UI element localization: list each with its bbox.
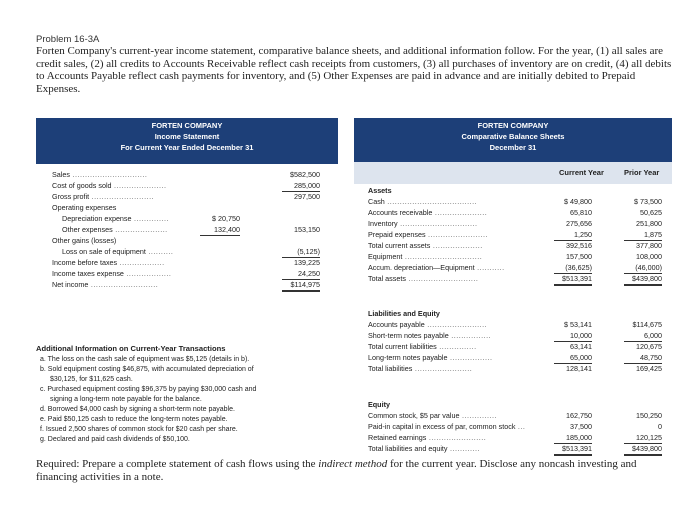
is-val-other-exp: 132,400 [200, 225, 240, 236]
balance-column-headers [354, 162, 672, 184]
liabilities-prior-value: 120,675 [636, 342, 662, 351]
additional-info-title: Additional Information on Current-Year Transactions [36, 344, 226, 353]
income-company: FORTEN COMPANY [151, 121, 223, 130]
income-period: For Current Year Ended December 31 [120, 143, 254, 152]
is-val-total-opex: 153,150 [294, 225, 320, 234]
additional-item-e: e. Paid $50,125 cash to reduce the long-term notes payable. [40, 416, 228, 423]
assets-current-value: $ 49,800 [564, 197, 592, 206]
is-val-sales: $582,500 [290, 170, 320, 179]
additional-item-f: f. Issued 2,500 shares of common stock for $20 cash per share. [40, 426, 238, 433]
balance-title: Comparative Balance Sheets [461, 132, 565, 141]
equity-prior-value: 0 [658, 422, 662, 431]
additional-item-c-line1: c. Purchased equipment costing $96,375 by paying $30,000 cash and [40, 386, 257, 393]
equity-row-label: Total liabilities and equity ............ [368, 444, 480, 453]
assets-prior-value: 251,800 [636, 219, 662, 228]
assets-prior-value: 108,000 [636, 252, 662, 261]
assets-prior-value: $ 73,500 [634, 197, 662, 206]
problem-intro: Forten Company's current-year income statement, comparative balance sheets, and additional information follow. For the year, (1) all sales are credit sales, (2) all credits to Accounts Receivable reflect cash receipts from customers, (3) all purchases of inventory are on credit, (4) all debits to Accounts Payable reflect cash payments for inventory, and (5) Other Expenses are paid in advance and are initially debited to Prepaid Expenses. [36, 45, 672, 95]
assets-row-label: Accum. depreciation—Equipment ........... [368, 263, 505, 272]
assets-current-value: 157,500 [566, 252, 592, 261]
equity-prior-value: $439,800 [624, 444, 662, 456]
required-text-after: for the current year. Disclose any noncash investing and financing activities in a note. [36, 458, 637, 483]
liabilities-row-label: Total current liabilities ............... [368, 342, 477, 351]
is-val-cogs: 285,000 [282, 181, 320, 192]
equity-row-label: Paid-in capital in excess of par, common stock ... [368, 422, 526, 431]
assets-row-label: Prepaid expenses ........................ [368, 230, 488, 239]
is-row-other-exp: Other expenses ..................... [62, 225, 168, 234]
is-row-sales: Sales .............................. [52, 170, 148, 179]
liabilities-row-label: Total liabilities ....................... [368, 364, 473, 373]
assets-row-label: Equipment ............................... [368, 252, 483, 261]
assets-row-label: Total assets ............................ [368, 274, 479, 283]
liabilities-prior-value: 6,000 [624, 331, 662, 342]
is-row-ibt: Income before taxes .................. [52, 258, 165, 267]
is-row-net: Net income ........................... [52, 280, 159, 289]
equity-current-value: $513,391 [554, 444, 592, 456]
assets-current-value: 1,250 [554, 230, 592, 241]
is-val-net: $114,975 [282, 280, 320, 292]
income-title: Income Statement [154, 132, 220, 141]
liabilities-current-value: 63,141 [570, 342, 592, 351]
required-method: indirect method [318, 458, 388, 470]
liabilities-current-value: 128,141 [566, 364, 592, 373]
equity-current-value: 162,750 [566, 411, 592, 420]
income-statement-header [36, 118, 338, 164]
assets-current-value: 65,810 [570, 208, 592, 217]
equity-prior-value: 120,125 [624, 433, 662, 444]
assets-prior-value: $439,800 [624, 274, 662, 286]
liabilities-prior-value: 48,750 [624, 353, 662, 364]
additional-item-b-line2: $30,125, for $11,625 cash. [50, 376, 133, 383]
assets-heading: Assets [368, 186, 392, 195]
is-row-gross: Gross profit ......................... [52, 192, 155, 201]
required-text-before: Prepare a complete statement of cash flows using the [82, 458, 316, 470]
assets-current-value: (36,625) [554, 263, 592, 274]
assets-prior-value: (46,000) [624, 263, 662, 274]
assets-current-value: $513,391 [554, 274, 592, 286]
is-row-loss: Loss on sale of equipment .......... [62, 247, 174, 256]
col-prior-year: Prior Year [624, 168, 660, 177]
is-row-dep: Depreciation expense .............. [62, 214, 169, 223]
liabilities-prior-value: 169,425 [636, 364, 662, 373]
equity-current-value: 185,000 [554, 433, 592, 444]
additional-item-d: d. Borrowed $4,000 cash by signing a short-term note payable. [40, 406, 235, 413]
equity-row-label: Retained earnings ....................... [368, 433, 487, 442]
liabilities-row-label: Short-term notes payable ................ [368, 331, 492, 340]
balance-company: FORTEN COMPANY [477, 121, 549, 130]
is-val-gross: 297,500 [294, 192, 320, 201]
liabilities-row-label: Accounts payable ........................ [368, 320, 488, 329]
additional-item-c-line2: signing a long-term note payable for the balance. [50, 396, 202, 403]
assets-row-label: Accounts receivable ..................... [368, 208, 488, 217]
balance-sheet-header [354, 118, 672, 164]
is-val-dep: $ 20,750 [212, 214, 240, 223]
assets-current-value: 275,656 [566, 219, 592, 228]
equity-row-label: Common stock, $5 par value .............. [368, 411, 497, 420]
equity-heading: Equity [368, 400, 390, 409]
balance-date: December 31 [489, 143, 537, 152]
additional-item-a: a. The loss on the cash sale of equipment was $5,125 (details in b). [40, 356, 250, 363]
liabilities-current-value: 65,000 [554, 353, 592, 364]
required-instructions [36, 458, 676, 483]
liabilities-current-value: $ 53,141 [564, 320, 592, 329]
is-row-opex: Operating expenses [52, 203, 117, 212]
is-row-other-gains: Other gains (losses) [52, 236, 117, 245]
liabilities-prior-value: $114,675 [632, 320, 662, 329]
is-row-cogs: Cost of goods sold ..................... [52, 181, 167, 190]
liabilities-current-value: 10,000 [554, 331, 592, 342]
additional-item-b-line1: b. Sold equipment costing $46,875, with accumulated depreciation of [40, 366, 254, 373]
required-label: Required: [36, 458, 80, 470]
is-row-tax: Income taxes expense .................. [52, 269, 172, 278]
problem-title: Problem 16-3A [36, 34, 100, 45]
is-val-ibt: 139,225 [294, 258, 320, 267]
equity-prior-value: 150,250 [636, 411, 662, 420]
assets-row-label: Total current assets .................... [368, 241, 483, 250]
col-current-year: Current Year [559, 168, 604, 177]
liabilities-heading: Liabilities and Equity [368, 309, 440, 318]
assets-row-label: Inventory ............................... [368, 219, 478, 228]
assets-current-value: 392,516 [566, 241, 592, 250]
assets-prior-value: 377,800 [636, 241, 662, 250]
additional-item-g: g. Declared and paid cash dividends of $50,100. [40, 436, 190, 443]
equity-current-value: 37,500 [570, 422, 592, 431]
assets-row-label: Cash .................................... [368, 197, 478, 206]
liabilities-row-label: Long-term notes payable ................. [368, 353, 493, 362]
assets-prior-value: 50,625 [640, 208, 662, 217]
is-val-tax: 24,250 [282, 269, 320, 280]
assets-prior-value: 1,875 [624, 230, 662, 241]
is-val-loss: (5,125) [282, 247, 320, 258]
